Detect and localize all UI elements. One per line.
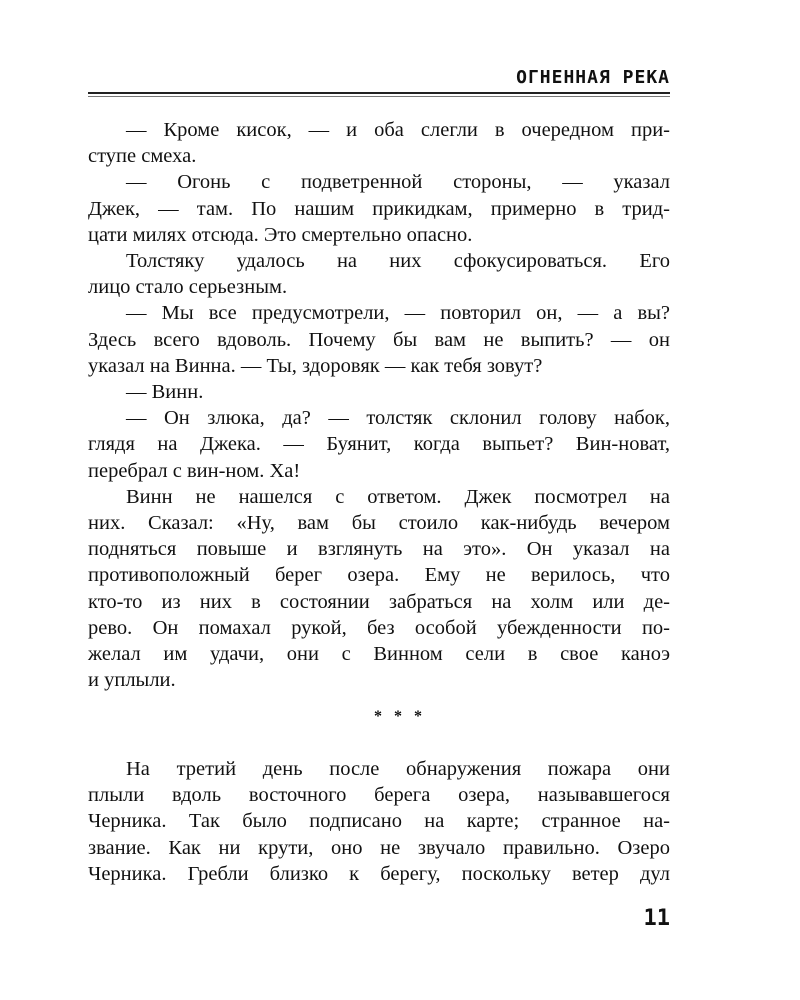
text-line: и уплыли. xyxy=(88,669,176,692)
text-line: Черника. Гребли близко к берегу, поскольку ветер дул xyxy=(88,862,670,885)
text-line: противоположный берег озера. Ему не верилось, что xyxy=(88,564,670,587)
text-line: них. Сказал: «Ну, вам бы стоило как-нибудь вечером xyxy=(88,512,670,535)
header-rule-thin xyxy=(88,96,670,97)
text-line: глядя на Джека. — Буянит, когда выпьет? Вин-новат, xyxy=(88,433,670,456)
running-title: ОГНЕННАЯ РЕКА xyxy=(516,67,670,88)
text-line: рево. Он помахал рукой, без особой убежденности по- xyxy=(88,616,670,639)
text-line: кто-то из них в состоянии забраться на холм или де- xyxy=(88,590,670,613)
text-line: — Кроме кисок, — и оба слегли в очередном при- xyxy=(126,119,670,141)
text-line: желал им удачи, они с Винном сели в свое каноэ xyxy=(88,643,670,666)
text-line: звание. Как ни крути, оно не звучало правильно. Озеро xyxy=(88,836,670,859)
scene-break: * * * xyxy=(374,708,426,725)
header-rule xyxy=(88,92,670,94)
text-line: — Он злюка, да? — толстяк склонил голову набок, xyxy=(126,407,670,430)
text-line: — Мы все предусмотрели, — повторил он, — а вы? xyxy=(126,302,670,325)
text-line: Здесь всего вдоволь. Почему бы вам не выпить? — он xyxy=(88,328,670,351)
text-line: На третий день после обнаружения пожара они xyxy=(126,758,670,780)
text-line: Черника. Так было подписано на карте; странное на- xyxy=(88,810,670,833)
text-line: Джек, — там. По нашим прикидкам, примерно в трид- xyxy=(88,197,670,220)
text-line: — Огонь с подветренной стороны, — указал xyxy=(126,171,670,194)
text-line: подняться повыше и взглянуть на это». Он указал на xyxy=(88,538,670,561)
text-line: Толстяку удалось на них сфокусироваться. Его xyxy=(126,250,670,273)
text-line: указал на Винна. — Ты, здоровяк — как тебя зовут? xyxy=(88,354,543,377)
body-text-top xyxy=(88,117,670,693)
text-line: — Винн. xyxy=(126,381,204,404)
text-line: цати милях отсюда. Это смертельно опасно. xyxy=(88,223,473,246)
text-line: лицо стало серьезным. xyxy=(88,276,288,299)
text-line: ступе смеха. xyxy=(88,145,197,168)
text-line: перебрал с вин-ном. Ха! xyxy=(88,459,301,482)
body-text-bottom xyxy=(88,756,670,887)
page-number: 11 xyxy=(643,906,670,931)
text-line: Винн не нашелся с ответом. Джек посмотрел на xyxy=(126,485,670,508)
text-line: плыли вдоль восточного берега озера, называвшегося xyxy=(88,784,670,807)
